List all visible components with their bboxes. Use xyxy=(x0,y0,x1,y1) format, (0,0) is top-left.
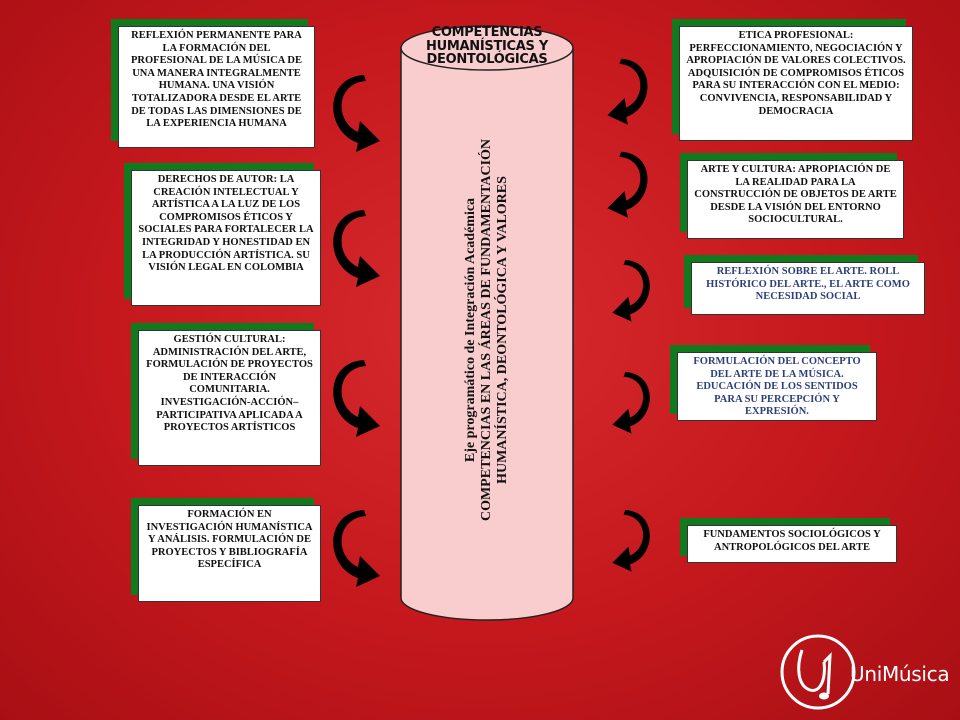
left-box-3 xyxy=(138,330,321,466)
right-box-1-text: ETICA PROFESIONAL: PERFECCIONAMIENTO, NEGOCIACIÓN Y APROPIACIÓN DE VALORES COLECTIVOS. ADQUISICIÓN DE COMPROMISOS ÉTICOS PARA SU INTERACCIÓN CON EL MEDIO: CONVIVENCIA, RESPONSABILIDAD Y DEMOCRACIA xyxy=(686,30,906,117)
right-arrow-2 xyxy=(592,150,652,222)
vertical-line-3: HUMANÍSTICA, DEONTOLÓGICA Y VALORES xyxy=(495,176,511,484)
right-box-5 xyxy=(687,525,897,563)
right-box-4 xyxy=(677,352,877,421)
right-box-2-text: ARTE Y CULTURA: APROPIACIÓN DE LA REALIDAD PARA LA CONSTRUCCIÓN DE OBJETOS DE ARTE DESDE LA VISIÓN DEL ENTORNO SOCIOCULTURAL. xyxy=(694,164,897,226)
cylinder-title: COMPETENCIAS HUMANÍSTICAS Y DEONTOLÓGICAS xyxy=(426,25,548,68)
left-box-1 xyxy=(118,26,315,148)
right-arrow-1 xyxy=(592,58,652,128)
left-box-3-text: GESTIÓN CULTURAL: ADMINISTRACIÓN DEL ARTE, FORMULACIÓN DE PROYECTOS DE INTERACCIÓN COMUNITARIA. INVESTIGACIÓN-ACCIÓN–PARTICIPATIVA APLICADA A PROYECTOS ARTÍSTICOS xyxy=(146,334,313,434)
cylinder-vertical-text xyxy=(463,120,511,540)
logo-text: UniMúsica xyxy=(850,662,950,686)
left-arrow-1 xyxy=(328,75,398,155)
vertical-line-1: Eje programático de Integración Académica xyxy=(462,197,478,463)
left-box-2 xyxy=(131,170,321,306)
left-box-4-text: FORMACIÓN EN INVESTIGACIÓN HUMANÍSTICA Y ANÁLISIS. FORMULACIÓN DE PROYECTOS Y BIBLIOGRAFÍA ESPECÍFICA xyxy=(146,509,313,571)
left-arrow-4 xyxy=(328,510,398,590)
right-box-3-text: REFLEXIÓN SOBRE EL ARTE. ROLL HISTÓRICO DEL ARTE., EL ARTE COMO NECESIDAD SOCIAL xyxy=(706,266,910,303)
left-box-1-text: REFLEXIÓN PERMANENTE PARA LA FORMACIÓN DEL PROFESIONAL DE LA MÚSICA DE UNA MANERA INTEGRALMENTE HUMANA. UNA VISIÓN TOTALIZADORA DESDE EL ARTE DE TODAS LAS DIMENSIONES DE LA EXPERIENCIA HUMANA xyxy=(131,30,302,130)
right-box-1 xyxy=(679,26,913,141)
right-box-3 xyxy=(691,262,925,315)
vertical-line-2: COMPETENCIAS EN LAS ÁREAS DE FUNDAMENTACIÓN xyxy=(478,138,494,522)
left-arrow-3 xyxy=(328,360,398,440)
right-box-4-text: FORMULACIÓN DEL CONCEPTO DEL ARTE DE LA MÚSICA. EDUCACIÓN DE LOS SENTIDOS PARA SU PERCEPCIÓN Y EXPRESIÓN. xyxy=(693,356,861,418)
left-arrow-2 xyxy=(328,210,398,290)
right-box-5-text: FUNDAMENTOS SOCIOLÓGICOS Y ANTROPOLÓGICOS DEL ARTE xyxy=(703,529,881,553)
left-box-2-text: DERECHOS DE AUTOR: LA CREACIÓN INTELECTUAL Y ARTÍSTICA A LA LUZ DE LOS COMPROMISOS ÉTICOS Y SOCIALES PARA FORTALECER LA INTEGRIDAD Y HONESTIDAD EN LA PRODUCCIÓN ARTÍSTICA. SU VISIÓN LEGAL EN COLOMBIA xyxy=(138,174,314,274)
right-arrow-3 xyxy=(598,258,654,326)
right-arrow-4 xyxy=(598,370,654,438)
right-box-2 xyxy=(687,160,904,239)
left-box-4 xyxy=(138,505,321,602)
right-arrow-5 xyxy=(598,508,654,576)
